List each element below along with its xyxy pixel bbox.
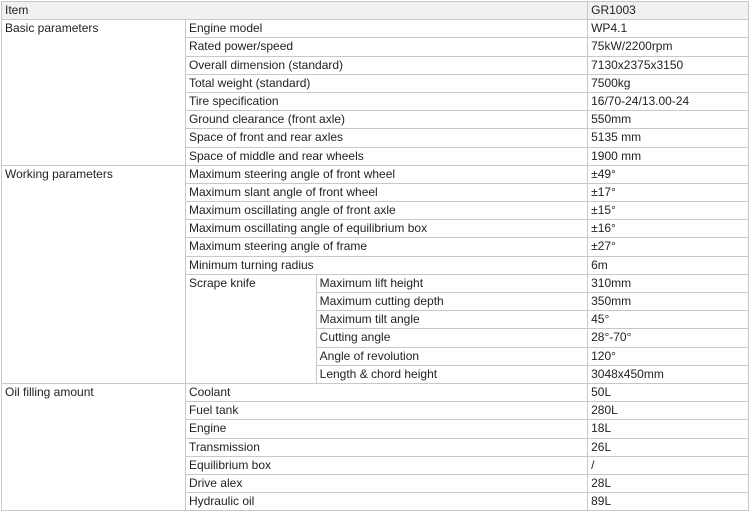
param-value: 7500kg bbox=[588, 74, 749, 92]
table-row bbox=[2, 20, 749, 38]
param-label: Space of middle and rear wheels bbox=[185, 147, 587, 165]
sub-param-label: Angle of revolution bbox=[316, 347, 587, 365]
header-label: Item bbox=[2, 2, 588, 20]
param-value: ±15° bbox=[588, 202, 749, 220]
spec-table-body bbox=[2, 2, 749, 511]
table-row bbox=[2, 165, 749, 183]
param-value: 7130x2375x3150 bbox=[588, 56, 749, 74]
table-row bbox=[2, 383, 749, 401]
param-value: 89L bbox=[588, 493, 749, 511]
param-label: Rated power/speed bbox=[185, 38, 587, 56]
param-label: Equilibrium box bbox=[185, 456, 587, 474]
param-value: 120° bbox=[588, 347, 749, 365]
spec-table bbox=[1, 1, 749, 511]
param-label: Maximum oscillating angle of front axle bbox=[185, 202, 587, 220]
param-value: 28°-70° bbox=[588, 329, 749, 347]
sub-param-label: Maximum tilt angle bbox=[316, 311, 587, 329]
sub-param-label: Maximum cutting depth bbox=[316, 293, 587, 311]
scrape-knife-label: Scrape knife bbox=[185, 274, 316, 383]
param-value: WP4.1 bbox=[588, 20, 749, 38]
param-label: Ground clearance (front axle) bbox=[185, 111, 587, 129]
param-value: 350mm bbox=[588, 293, 749, 311]
param-value: 28L bbox=[588, 474, 749, 492]
param-label: Fuel tank bbox=[185, 402, 587, 420]
param-value: 6m bbox=[588, 256, 749, 274]
param-value: 310mm bbox=[588, 274, 749, 292]
param-label: Hydraulic oil bbox=[185, 493, 587, 511]
param-value: 3048x450mm bbox=[588, 365, 749, 383]
param-value: ±16° bbox=[588, 220, 749, 238]
param-value: 75kW/2200rpm bbox=[588, 38, 749, 56]
group-label-basic: Basic parameters bbox=[2, 20, 186, 166]
param-value: 280L bbox=[588, 402, 749, 420]
param-value: 1900 mm bbox=[588, 147, 749, 165]
param-value: 16/70-24/13.00-24 bbox=[588, 92, 749, 110]
group-label-working: Working parameters bbox=[2, 165, 186, 383]
header-row bbox=[2, 2, 749, 20]
param-value: ±17° bbox=[588, 183, 749, 201]
param-label: Maximum steering angle of front wheel bbox=[185, 165, 587, 183]
param-label: Total weight (standard) bbox=[185, 74, 587, 92]
sub-param-label: Maximum lift height bbox=[316, 274, 587, 292]
header-value: GR1003 bbox=[588, 2, 749, 20]
param-label: Maximum steering angle of frame bbox=[185, 238, 587, 256]
param-label: Maximum oscillating angle of equilibrium box bbox=[185, 220, 587, 238]
param-label: Engine model bbox=[185, 20, 587, 38]
param-value: ±27° bbox=[588, 238, 749, 256]
param-label: Tire specification bbox=[185, 92, 587, 110]
sub-param-label: Cutting angle bbox=[316, 329, 587, 347]
param-value: 26L bbox=[588, 438, 749, 456]
param-value: 18L bbox=[588, 420, 749, 438]
param-label: Minimum turning radius bbox=[185, 256, 587, 274]
param-value: ±49° bbox=[588, 165, 749, 183]
param-label: Drive alex bbox=[185, 474, 587, 492]
param-value: / bbox=[588, 456, 749, 474]
sub-param-label: Length & chord height bbox=[316, 365, 587, 383]
param-value: 5135 mm bbox=[588, 129, 749, 147]
param-label: Coolant bbox=[185, 383, 587, 401]
param-value: 45° bbox=[588, 311, 749, 329]
param-label: Overall dimension (standard) bbox=[185, 56, 587, 74]
param-label: Space of front and rear axles bbox=[185, 129, 587, 147]
param-value: 50L bbox=[588, 383, 749, 401]
param-label: Engine bbox=[185, 420, 587, 438]
group-label-oil: Oil filling amount bbox=[2, 383, 186, 510]
param-label: Transmission bbox=[185, 438, 587, 456]
param-value: 550mm bbox=[588, 111, 749, 129]
param-label: Maximum slant angle of front wheel bbox=[185, 183, 587, 201]
